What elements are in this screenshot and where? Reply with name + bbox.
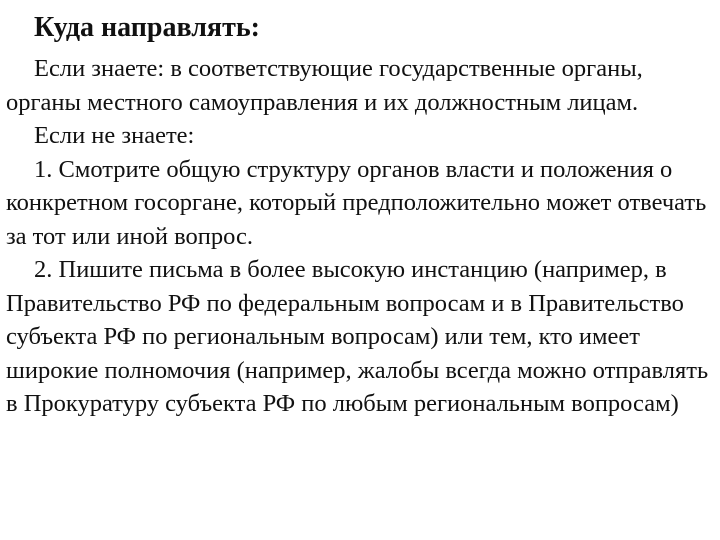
paragraph-if-unknown: Если не знаете: <box>34 122 195 149</box>
paragraph-if-known: Если знаете: в соответствующие государственные органы, органы местного самоуправления и их должностным лицам. <box>6 55 643 116</box>
slide-title: Куда направлять: <box>34 12 260 43</box>
paragraph-step-1: 1. Смотрите общую структуру органов власти и положения о конкретном госоргане, который предположительно может отвечать за тот или иной вопрос. <box>6 155 707 250</box>
paragraph-step-2: 2. Пишите письма в более высокую инстанцию (например, в Правительство РФ по федеральным вопросам и в Правительство субъекта РФ по региональным вопросам) или тем, кто имеет широкие полномочия (например, жалобы всегда можно отправлять в Прокуратуру субъекта РФ по любым региональным вопросам) <box>6 256 709 417</box>
